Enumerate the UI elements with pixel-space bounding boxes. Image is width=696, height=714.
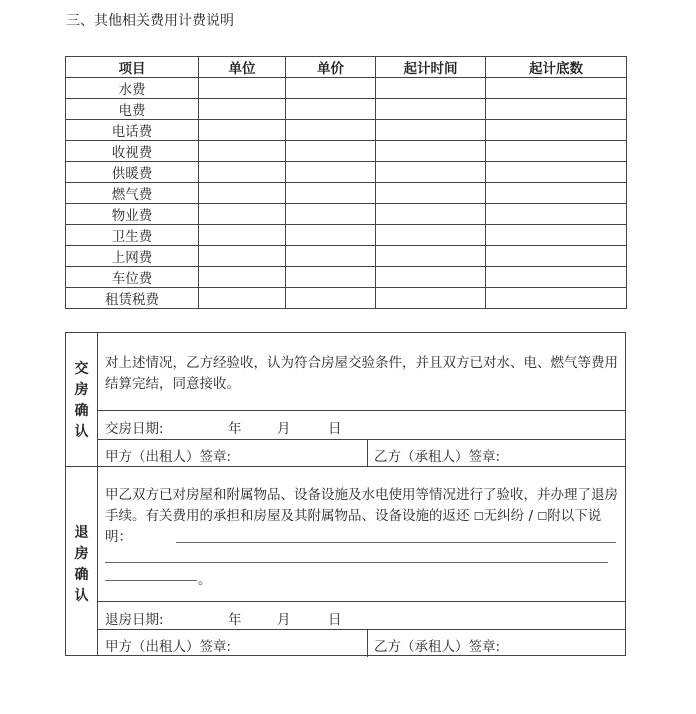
checkout-date-label: 退房日期: bbox=[105, 612, 164, 628]
fee-item-name: 收视费 bbox=[66, 141, 199, 162]
start-reading-cell[interactable] bbox=[486, 120, 627, 141]
header-unit: 单位 bbox=[199, 57, 286, 78]
notes-line-1 bbox=[176, 542, 616, 543]
fee-row bbox=[66, 141, 627, 162]
unit-cell[interactable] bbox=[199, 267, 286, 288]
unit-cell[interactable] bbox=[199, 99, 286, 120]
start-reading-cell[interactable] bbox=[486, 246, 627, 267]
start-reading-cell[interactable] bbox=[486, 162, 627, 183]
section-title: 三、其他相关费用计费说明 bbox=[66, 13, 234, 29]
fee-row bbox=[66, 120, 627, 141]
unit-cell[interactable] bbox=[199, 204, 286, 225]
start-time-cell[interactable] bbox=[376, 183, 486, 204]
fee-row bbox=[66, 204, 627, 225]
fee-row bbox=[66, 225, 627, 246]
start-reading-cell[interactable] bbox=[486, 204, 627, 225]
notes-line-3 bbox=[105, 580, 197, 581]
start-time-cell[interactable] bbox=[376, 225, 486, 246]
unit-price-cell[interactable] bbox=[286, 225, 376, 246]
start-time-cell[interactable] bbox=[376, 267, 486, 288]
header-item: 项目 bbox=[66, 57, 199, 78]
fee-item-name: 租赁税费 bbox=[66, 288, 199, 309]
fee-item-name: 物业费 bbox=[66, 204, 199, 225]
checkout-party-b-signature: 乙方（承租人）签章: bbox=[374, 639, 501, 655]
fee-item-name: 卫生费 bbox=[66, 225, 199, 246]
unit-price-cell[interactable] bbox=[286, 183, 376, 204]
unit-price-cell[interactable] bbox=[286, 120, 376, 141]
unit-cell[interactable] bbox=[199, 78, 286, 99]
header-start-time: 起计时间 bbox=[376, 57, 486, 78]
unit-price-cell[interactable] bbox=[286, 246, 376, 267]
fee-item-name: 上网费 bbox=[66, 246, 199, 267]
unit-cell[interactable] bbox=[199, 120, 286, 141]
notes-period: 。 bbox=[198, 572, 212, 588]
fee-item-name: 电费 bbox=[66, 99, 199, 120]
handover-day: 日 bbox=[328, 421, 342, 437]
attached-notes-checkbox[interactable]: ☐ bbox=[537, 510, 548, 523]
unit-cell[interactable] bbox=[199, 288, 286, 309]
start-time-cell[interactable] bbox=[376, 99, 486, 120]
fee-row bbox=[66, 99, 627, 120]
start-time-cell[interactable] bbox=[376, 288, 486, 309]
start-time-cell[interactable] bbox=[376, 204, 486, 225]
fee-item-name: 供暖费 bbox=[66, 162, 199, 183]
fee-item-name: 水费 bbox=[66, 78, 199, 99]
header-start-reading: 起计底数 bbox=[486, 57, 627, 78]
checkout-text: 甲乙双方已对房屋和附属物品、设备设施及水电使用等情况进行了验收，并办理了退房手续。有关费用的承担和房屋及其附属物品、设备设施的返还 ☐无纠纷 / ☐附以下说明： bbox=[105, 487, 618, 545]
unit-cell[interactable] bbox=[199, 246, 286, 267]
checkout-year: 年 bbox=[228, 612, 242, 628]
handover-date-label: 交房日期: bbox=[105, 421, 164, 437]
fee-table bbox=[65, 56, 627, 309]
handover-year: 年 bbox=[228, 421, 242, 437]
checkout-party-a-signature: 甲方（出租人）签章: bbox=[105, 639, 232, 655]
unit-cell[interactable] bbox=[199, 225, 286, 246]
unit-price-cell[interactable] bbox=[286, 99, 376, 120]
handover-label: 交 房 确 认 bbox=[74, 361, 89, 440]
unit-price-cell[interactable] bbox=[286, 204, 376, 225]
unit-cell[interactable] bbox=[199, 162, 286, 183]
unit-cell[interactable] bbox=[199, 183, 286, 204]
unit-price-cell[interactable] bbox=[286, 288, 376, 309]
unit-cell[interactable] bbox=[199, 141, 286, 162]
no-dispute-checkbox[interactable]: ☐ bbox=[473, 510, 484, 523]
unit-price-cell[interactable] bbox=[286, 141, 376, 162]
fee-table-header-row bbox=[66, 57, 627, 78]
start-time-cell[interactable] bbox=[376, 246, 486, 267]
start-reading-cell[interactable] bbox=[486, 99, 627, 120]
unit-price-cell[interactable] bbox=[286, 267, 376, 288]
checkout-label: 退 房 确 认 bbox=[74, 525, 89, 604]
start-time-cell[interactable] bbox=[376, 141, 486, 162]
start-reading-cell[interactable] bbox=[486, 225, 627, 246]
handover-month: 月 bbox=[277, 421, 291, 437]
fee-item-name: 电话费 bbox=[66, 120, 199, 141]
start-time-cell[interactable] bbox=[376, 78, 486, 99]
start-reading-cell[interactable] bbox=[486, 267, 627, 288]
start-reading-cell[interactable] bbox=[486, 78, 627, 99]
fee-item-name: 燃气费 bbox=[66, 183, 199, 204]
checkout-month: 月 bbox=[277, 612, 291, 628]
fee-row bbox=[66, 288, 627, 309]
unit-price-cell[interactable] bbox=[286, 78, 376, 99]
fee-item-name: 车位费 bbox=[66, 267, 199, 288]
start-time-cell[interactable] bbox=[376, 120, 486, 141]
fee-row bbox=[66, 78, 627, 99]
start-reading-cell[interactable] bbox=[486, 288, 627, 309]
start-reading-cell[interactable] bbox=[486, 141, 627, 162]
unit-price-cell[interactable] bbox=[286, 162, 376, 183]
handover-party-b-signature: 乙方（承租人）签章: bbox=[374, 449, 501, 465]
header-unit-price: 单价 bbox=[286, 57, 376, 78]
fee-row bbox=[66, 246, 627, 267]
fee-row bbox=[66, 183, 627, 204]
fee-row bbox=[66, 162, 627, 183]
fee-row bbox=[66, 267, 627, 288]
handover-text: 对上述情况，乙方经验收，认为符合房屋交验条件，并且双方已对水、电、燃气等费用结算完结，同意接收。 bbox=[105, 355, 618, 392]
checkout-day: 日 bbox=[328, 612, 342, 628]
start-time-cell[interactable] bbox=[376, 162, 486, 183]
notes-line-2 bbox=[105, 562, 608, 563]
start-reading-cell[interactable] bbox=[486, 183, 627, 204]
handover-party-a-signature: 甲方（出租人）签章: bbox=[105, 449, 232, 465]
confirmation-block bbox=[65, 332, 626, 656]
